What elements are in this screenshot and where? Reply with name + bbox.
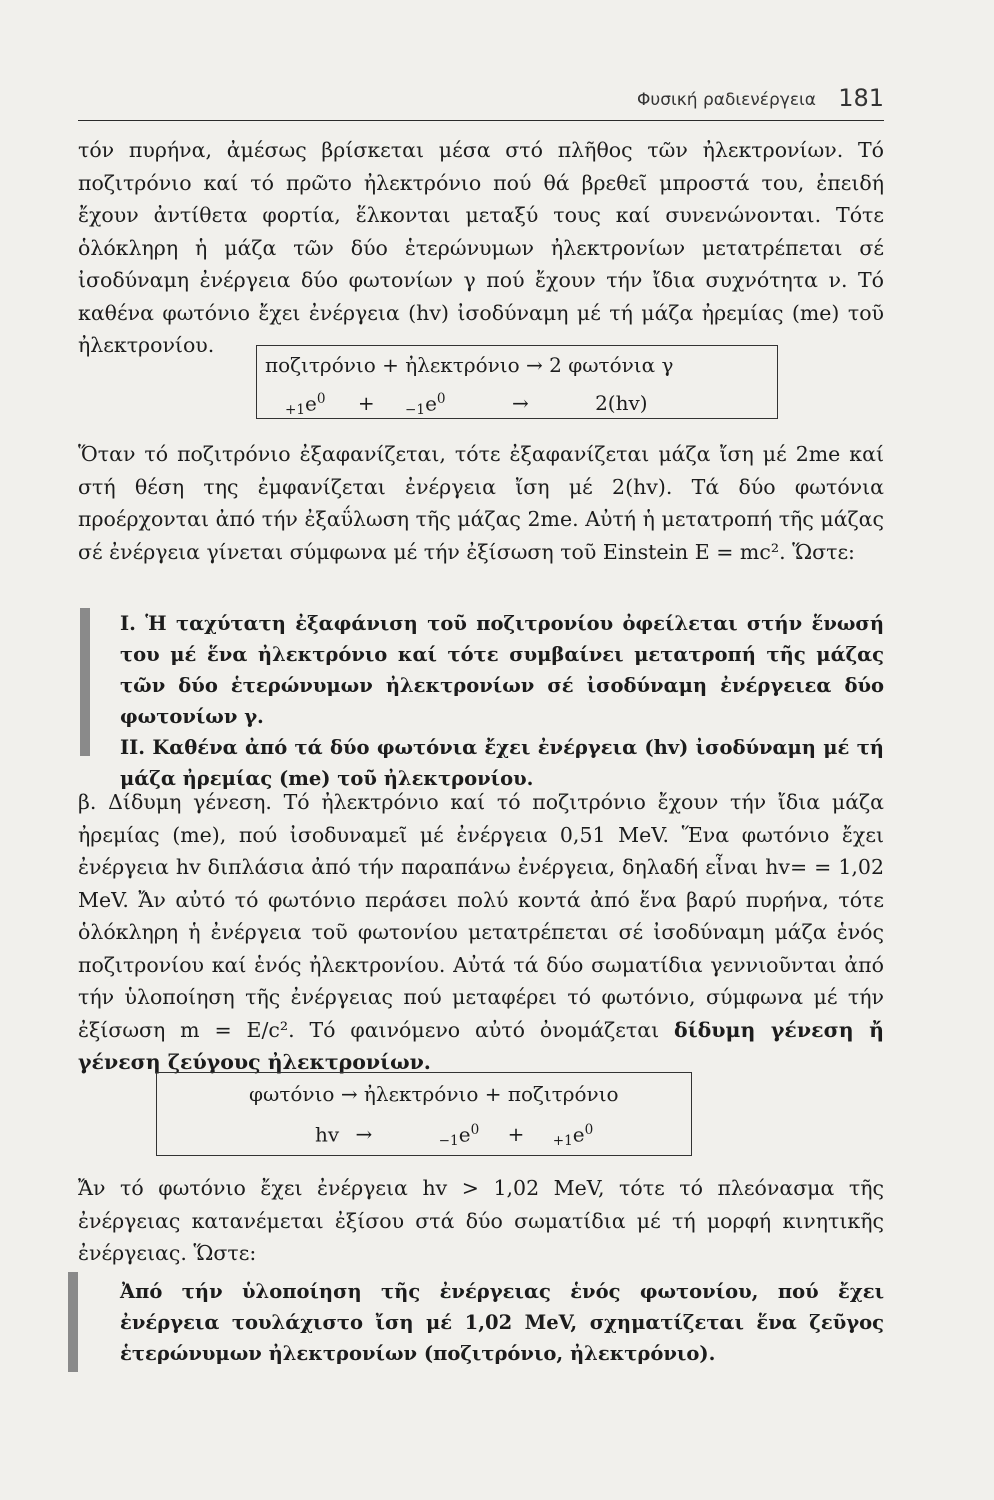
paragraph-pair-production [78,786,884,1079]
conclusion-item-1: I. Ἡ ταχύτατη ἐξαφάνιση τοῦ ποζιτρονίου ὀφείλεται στήν ἕνωσή του μέ ἕνα ἠλεκτρόνιο καί τότε συμβαίνει μετατροπή τῆς μάζας τῶν δύο ἑτερώνυμων ἠλεκτρονίων σέ ἰσοδύναμη ἐνέργειεα δύο φωτονίων γ. [120,612,884,728]
equation-symbols-2: hv → $_{-1}e^0 + _{+1}e^0$ [315,1122,594,1149]
paragraph-excess-energy [78,1172,884,1270]
page-header [78,76,884,121]
paragraph-3-body: β. Δίδυμη γένεση. Τό ἠλεκτρόνιο καί τό ποζιτρόνιο ἔχουν τήν ἴδια μάζα ἠρεμίας (me), πού ἰσοδυναμεῖ μέ ἐνέργεια 0,51 MeV. Ἕνα φωτόνιο ἔχει ἐνέργεια hv διπλάσια ἀπό τήν παραπάνω ἐνέργεια, δηλαδή εἶναι hv= = 1,02 MeV. Ἄν αὐτό τό φωτόνιο περάσει πολύ κοντά ἀπό ἕνα βαρύ πυρήνα, τότε ὁλόκληρη ἡ ἐνέργεια τοῦ φωτονίου μετατρέπεται σέ ἰσοδύναμη μάζα ἑνός ποζιτρονίου καί ἑνός ἠλεκτρονίου. Αὐτά τά δύο σωματίδια γεννιοῦνται ἀπό τήν ὑλοποίηση τῆς ἐνέργειας πού μεταφέρει τό φωτόνιο, σύμφωνα μέ τήν ἐξίσωση m = E/c². Τό φαινόμενο αὐτό ὀνομάζεται [78,790,884,1042]
highlight-conclusions-1 [120,608,884,794]
equation-words: ποζιτρόνιο + ἠλεκτρόνιο → 2 φωτόνια γ [265,353,674,377]
paragraph-4-text: Ἄν τό φωτόνιο ἔχει ἐνέργεια hv > 1,02 MeV, τότε τό πλεόνασμα τῆς ἐνέργειας κατανέμεται ἐξίσου στά δύο σωματίδια μέ τή μορφή κινητικῆς ἐνέργειας. Ὥστε: [78,1176,884,1265]
paragraph-3-text [78,786,884,1079]
equation-box-pair-production [156,1072,692,1156]
equation-symbols: $_{+1}e^0 + _{-1}e^0 \to 2(hv)$ [285,391,648,418]
highlight-conclusion-2 [120,1276,884,1369]
conclusion-item-2: II. Καθένα ἀπό τά δύο φωτόνια ἔχει ἐνέργεια (hv) ἰσοδύναμη μέ τή μάζα ἠρεμίας (me) τοῦ ἠλεκτρονίου. [120,736,884,790]
section-title: Φυσική ραδιενέργεια [637,90,816,110]
paragraph-3-bold-term: δίδυμη γένεση ἤ γένεση ζεύγους ἠλεκτρονίων. [78,1017,884,1074]
conclusion-pair-production: Ἀπό τήν ὑλοποίηση τῆς ἐνέργειας ἑνός φωτονίου, πού ἔχει ἐνέργεια τουλάχιστο ἴση μέ 1,02 MeV, σχηματίζεται ἕνα ζεῦγος ἑτερώνυμων ἠλεκτρονίων (ποζιτρόνιο, ἠλεκτρόνιο). [120,1280,884,1365]
page-number: 181 [838,84,884,112]
highlight-bar-2 [68,1272,78,1372]
equation-words-2: φωτόνιο → ἠλεκτρόνιο + ποζιτρόνιο [249,1082,619,1106]
paragraph-1-text: τόν πυρήνα, ἀμέσως βρίσκεται μέσα στό πλῆθος τῶν ἠλεκτρονίων. Τό ποζιτρόνιο καί τό πρῶτο ἠλεκτρόνιο πού θά βρεθεῖ μπροστά του, ἐπειδή ἔχουν ἀντίθετα φορτία, ἕλκονται μεταξύ τους καί συνενώνονται. Τότε ὁλόκληρη ἡ μάζα τῶν δύο ἑτερώνυμων ἠλεκτρονίων μετατρέπεται σέ ἰσοδύναμη ἐνέργεια δύο φωτονίων γ πού ἔχουν τήν ἴδια συχνότητα ν. Τό καθένα φωτόνιο ἔχει ἐνέργεια (hv) ἰσοδύναμη μέ τή μάζα ἠρεμίας (me) τοῦ ἠλεκτρονίου. [78,138,884,357]
paragraph-mass-energy [78,438,884,568]
highlight-bar-1 [80,608,90,756]
paragraph-2-text: Ὅταν τό ποζιτρόνιο ἐξαφανίζεται, τότε ἐξαφανίζεται μάζα ἴση μέ 2me καί στή θέση της ἐμφανίζεται ἐνέργεια ἴση μέ 2(hv). Τά δύο φωτόνια προέρχονται ἀπό τήν ἐξαΰλωση τῆς μάζας 2me. Αὐτή ἡ μετατροπή τῆς μάζας σέ ἐνέργεια γίνεται σύμφωνα μέ τήν ἐξίσωση τοῦ Einstein E = mc². Ὥστε: [78,442,884,564]
paragraph-annihilation [78,134,884,362]
equation-box-annihilation [256,345,778,419]
